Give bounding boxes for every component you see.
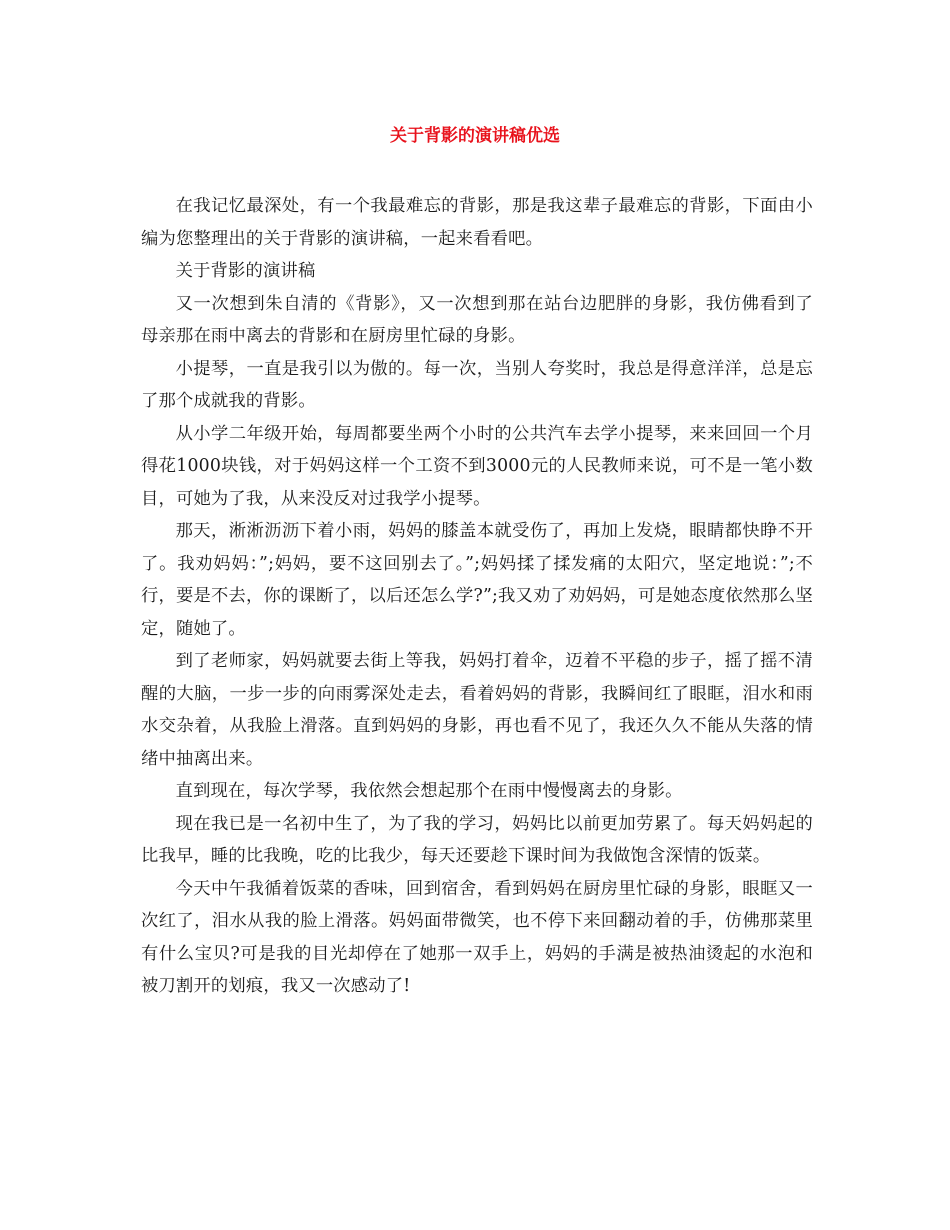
paragraph: 到了老师家，妈妈就要去街上等我，妈妈打着伞，迈着不平稳的步子，摇了摇不清醒的大脑，一步一步的向雨雾深处走去，看着妈妈的背影，我瞬间红了眼眶，泪水和雨水交杂着，从我脸上滑落。直到妈妈的身影，再也看不见了，我还久久不能从失落的情绪中抽离出来。 (141, 651, 813, 769)
document-title: 关于背影的演讲稿优选 (390, 126, 560, 146)
paragraph-intro: 在我记忆最深处，有一个我最难忘的背影，那是我这辈子最难忘的背影，下面由小编为您整理出的关于背影的演讲稿，一起来看看吧。 (141, 196, 813, 249)
paragraph: 直到现在，每次学琴，我依然会想起那个在雨中慢慢离去的身影。 (175, 781, 683, 801)
paragraph: 今天中午我循着饭菜的香味，回到宿舍，看到妈妈在厨房里忙碌的身影，眼眶又一次红了，泪水从我的脸上滑落。妈妈面带微笑，也不停下来回翻动着的手，仿佛那菜里有什么宝贝?可是我的目光却停在了她那一双手上，妈妈的手满是被热油烫起的水泡和被刀割开的划痕，我又一次感动了! (141, 878, 813, 996)
paragraph: 又一次想到朱自清的《背影》，又一次想到那在站台边肥胖的身影，我仿佛看到了母亲那在雨中离去的背影和在厨房里忙碌的身影。 (141, 293, 813, 346)
paragraph-subheading: 关于背影的演讲稿 (175, 261, 316, 281)
paragraph: 小提琴，一直是我引以为傲的。每一次，当别人夸奖时，我总是得意洋洋，总是忘了那个成就我的背影。 (141, 358, 813, 411)
paragraph: 现在我已是一名初中生了，为了我的学习，妈妈比以前更加劳累了。每天妈妈起的比我早，睡的比我晚，吃的比我少，每天还要趁下课时间为我做饱含深情的饭菜。 (141, 813, 813, 866)
paragraph: 那天，淅淅沥沥下着小雨，妈妈的膝盖本就受伤了，再加上发烧，眼睛都快睁不开了。我劝妈妈：”;妈妈，要不这回别去了。”;妈妈揉了揉发痛的太阳穴，坚定地说：”;不行，要是不去，你的课断了，以后还怎么学?”;我又劝了劝妈妈，可是她态度依然那么坚定，随她了。 (141, 521, 813, 639)
paragraph: 从小学二年级开始，每周都要坐两个小时的公共汽车去学小提琴，来来回回一个月得花1000块钱，对于妈妈这样一个工资不到3000元的人民教师来说，可不是一笔小数目，可她为了我，从来没反对过我学小提琴。 (141, 423, 813, 509)
document-body (141, 190, 813, 1003)
